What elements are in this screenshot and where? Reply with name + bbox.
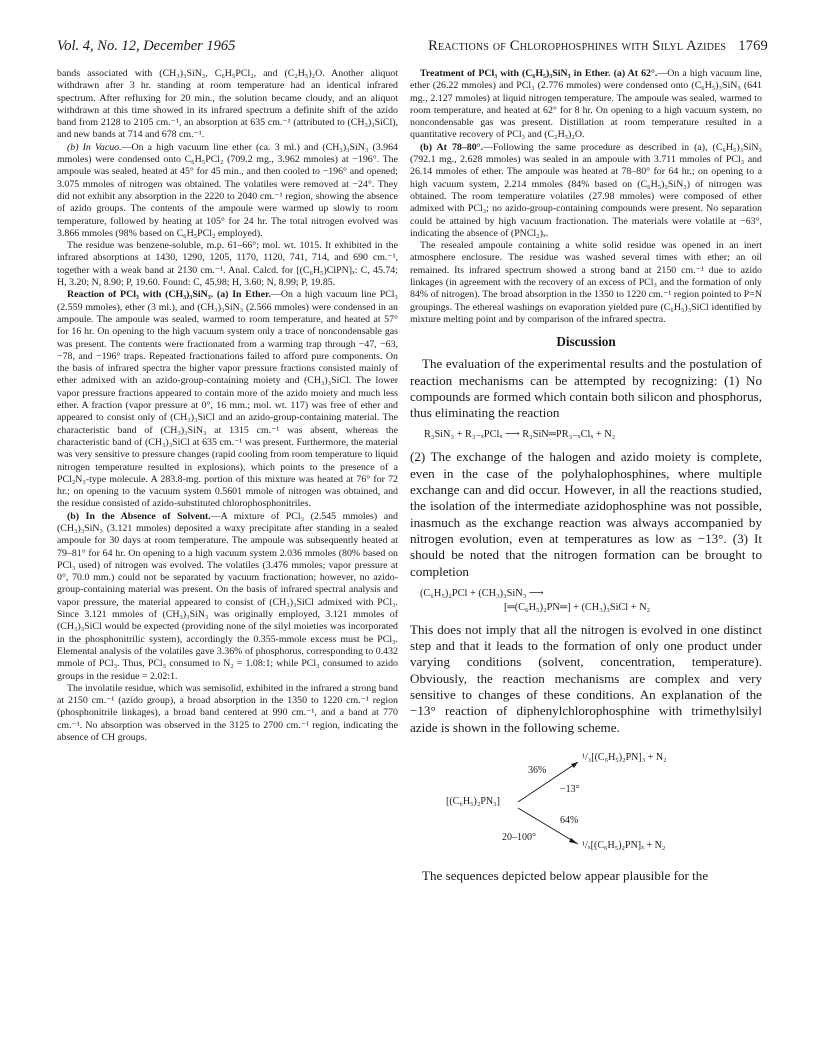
scheme-upper-temperature: −13° [560,783,580,795]
running-title-block [428,38,768,55]
scheme-reactant: [(C₆H₅)₂PN₃] [446,795,500,807]
right-column [410,68,762,884]
paragraph: (b) In Vacuo.—On a high vacuum line ether (ca. 3 ml.) and (CH₃)₃SiN₃ (3.964 mmoles) were condensed onto C₆H₅PCl₂ (709.2 mg., 3.962 mmoles) at −196°. The ampoule was sealed, heated at 45° for 45 min., and then cooled to −196° and opened; 3.075 mmoles of nitrogen was obtained. The volatiles were removed at −24°. They did not exhibit any absorption in the 2220 to 2040 cm.⁻¹ region, showing the absence of azido groups. The contents of the ampoule were warmed up slowly to room temperature, followed by heating at 105° for 24 hr. The total nitrogen evolved was 3.866 mmoles (98% based on C₆H₅PCl₂ employed). [57,141,398,239]
scheme-lower-product: ¹/ₓ[(C₆H₅)₂PN]ₓ + N₂ [582,839,666,851]
paragraph: The involatile residue, which was semisolid, exhibited in the infrared a strong band at 2150 cm.⁻¹ (azido group), a broad absorption in the 1350 to 1220 cm.⁻¹ region (phosphonitrile linkages), a broad band centered at 990 cm.⁻¹, and a band at 770 cm.⁻¹. No absorption was observed in the 3125 to 2700 cm.⁻¹ region, indicating the absence of CH groups. [57,682,398,744]
equation-line: (C₆H₅)₂PCl + (CH₃)₃SiN₃ ⟶ [420,587,544,599]
running-title: Reactions of Chlorophosphines with Silyl Azides [428,38,727,54]
upper-arrow-head [571,762,578,768]
paragraph: The resealed ampoule containing a white solid residue was opened in an inert atmosphere enclosure. The residue was washed several times with ether; an oil remained. Its infrared spectrum showed a strong band at 2150 cm.⁻¹ due to azido linkages (in agreement with the recovery of an excess of PCl₃ and the formation of only 84% of nitrogen). The broad absorption in the 1350 to 1220 cm.⁻¹ region pointed to P=N groupings. The ethereal washings on evaporation yielded pure (C₆H₅)₃SiCl identified by mixture melting point and by comparison of the infrared spectra. [410,240,762,325]
page-header [57,38,768,58]
subsection-heading: (b) At 78–80°. [420,141,484,153]
paragraph: This does not imply that all the nitrogen is evolved in one distinct step and that it leads to the formation of only one product under varying conditions (solvent, concentration, temperature). Obviously, the reaction mechanisms are complex and very sensitive to changes of these conditions. An explanation of the −13° reaction of diphenylchlorophosphine with trimethylsilyl azide is shown in the following scheme. [410,621,762,735]
discussion-block [410,356,762,884]
paragraph: The evaluation of the experimental results and the postulation of reaction mechanisms can be attempted by recognizing: (1) No compounds are formed which contain both silicon and phosphorus, thus eliminating the reaction [410,356,762,421]
paragraph: bands associated with (CH₃)₃SiN₃, C₆H₅PCl₂, and (C₂H₅)₂O. Another aliquot withdrawn after 3 hr. standing at room temperature had an identical infrared spectrum. After refluxing for 20 min., the solution became cloudy, and an aliquot withdrawn at this time showed in its infrared spectrum a definite shift of the azido band from 2128 to 2105 cm.⁻¹, an absorption at 635 cm.⁻¹ (attributed to (CH₃)₃SiCl), and new bands at 714 and 678 cm.⁻¹. [57,68,398,141]
upper-arrow-line [518,762,578,802]
paragraph: Treatment of PCl₃ with (C₆H₅)₃SiN₃ in Ether. (a) At 62°.—On a high vacuum line, ether (26.22 mmoles) and PCl₃ (2.776 mmoles) were condensed onto (C₆H₅)₃SiN₃ (641 mg., 2.127 mmoles) at liquid nitrogen temperature. The ampoule was sealed, warmed to room temperature, and heated at 62° for 8 hr. On opening to a high vacuum system, no noncondensable gas was present. Distillation at room temperature resulted in a quantitative recovery of PCl₃ and (C₂H₅)₂O. [410,68,762,141]
subsection-heading: (b) In the Absence of Solvent. [67,510,211,522]
scheme-lower-percent: 64% [560,814,579,826]
paragraph: The sequences depicted below appear plausible for the [422,867,709,883]
left-column [57,68,398,744]
subsection-heading: (b) In Vacuo. [67,141,122,153]
section-heading: Reaction of PCl₃ with (CH₃)₃SiN₃. (a) In Ether. [67,289,271,301]
paragraph: Reaction of PCl₃ with (CH₃)₃SiN₃. (a) In Ether.—On a high vacuum line PCl₃ (2.559 mmoles), ether (3 ml.), and (CH₃)₃SiN₃ (2.566 mmoles) were condensed in an ampoule. The ampoule was sealed, warmed to room temperature, and heated at 57° for 16 hr. On opening to the high vacuum system only a trace of noncondensable gas was present. The contents were fractionated from a warming trap through −47, −63, −78, and −196° traps. Repeated fractionations failed to afford pure components. On the basis of infrared spectra the higher vapor pressure fractions consisted mainly of ether admixed with an azido-group-containing moiety and (CH₃)₃SiCl. The lower vapor pressure fractions appeared to contain more of the azido moiety and much less ether. A fraction (vapor pressure at 0°, 16 mm.; mol. wt. 117) was free of ether and appeared to consist only of (CH₃)₃SiCl and an azido-group-containing material. The characteristic band of (CH₃)₃SiN₃ at 1315 cm.⁻¹ was absent, whereas the characteristic band of (CH₃)₃SiCl at 635 cm.⁻¹ was present. Furthermore, the material was very sensitive to pressure changes (rapid cooling from room temperature to liquid nitrogen temperature resulted in explosions), which points to the presence of a PCl₂N₃-type molecule. A 283.8-mg. portion of this mixture was heated at 76° for 72 hr.; on opening to the vacuum system 0.5601 mmole of nitrogen was obtained, and the residue consisted of azido-substituted chlorophosphonitriles. [57,289,398,510]
journal-issue: Vol. 4, No. 12, December 1965 [57,38,236,54]
paragraph: (b) At 78–80°.—Following the same procedure as described in (a), (C₆H₅)₃SiN₃ (792.1 mg., 2.628 mmoles) was sealed in an ampoule with 3.711 mmoles of PCl₃ and 26.14 mmoles of ether. The ampoule was heated at 78–80° for 64 hr.; on opening to a high vacuum system, 2.214 mmoles (84% based on (C₆H₅)₃SiN₃) of nitrogen was obtained. The room temperature volatiles (27.98 mmoles) were composed of ether admixed with PCl₃; no azido-group-containing compounds were present. No separation could be attained by high vacuum fractionation. The materials were volatile at −63°, indicating the absence of (PNCl₂)ₓ. [410,141,762,239]
scheme-lower-temperature: 20–100° [502,831,536,843]
reaction-scheme [410,740,762,864]
experimental-block [410,68,762,326]
paragraph: (2) The exchange of the halogen and azido moiety is complete, even in the case of the polyhalophosphines, where multiple exchange can and did occur. However, in all the reactions studied, the isolation of the intermediate azidophosphine was not possible, inasmuch as the exchange reaction was always accompanied by nitrogen evolution, even at temperatures as low as −13°. (3) It should be noted that the nitrogen formation can be brought to completion [410,449,762,579]
scheme-upper-product: ¹/₃[(C₆H₅)₂PN]₃ + N₂ [582,751,667,763]
discussion-heading: Discussion [556,334,616,350]
page-number: 1769 [738,38,768,54]
paragraph: (b) In the Absence of Solvent.—A mixture of PCl₃ (2.545 mmoles) and (CH₃)₃SiN₃ (3.121 mmoles) deposited a waxy precipitate after standing in a sealed ampoule for 30 days at room temperature. The ampoule was subsequently heated at 79–81° for 64 hr. On opening to a high vacuum system 2.036 mmoles (80% based on PCl₃ used) of nitrogen was evolved. The volatiles (3.476 mmoles; vapor pressure at 0°, 70.0 mm.) could not be separated by vacuum fractionation; however, no azido-group-containing material was present. On the basis of infrared spectral analysis and vapor pressure, the material appeared to consist of (CH₃)₃SiCl admixed with PCl₃. Since 3.121 mmoles of (CH₃)₃SiN₃ was originally employed, 3.121 mmoles of (CH₃)₃SiCl would be expected (providing none of the silyl moieties was incorporated in the phosphonitrilic system), accordingly the 0.355-mmole excess must be PCl₃. Elemental analysis of the volatiles gave 3.36% of phosphorus, corresponding to 0.432 mmole of PCl₃. Thus, PCl₃ consumed to N₂ = 1.08:1; while PCl₃ consumed to azido groups in the residue = 2.02:1. [57,510,398,682]
equation-line: [═(C₆H₅)₂PN═] + (CH₃)₃SiCl + N₂ [504,601,651,613]
equation: R₃SiN₃ + R₃₋ₓPClₓ ⟶ R₃SiN═PR₃₋ₓClₓ + N₂ [424,429,616,441]
section-heading: Treatment of PCl₃ with (C₆H₅)₃SiN₃ in Ether. (a) At 62°. [420,68,658,79]
equation [410,587,762,615]
scheme-upper-percent: 36% [528,764,547,776]
paragraph: The residue was benzene-soluble, m.p. 61–66°; mol. wt. 1015. It exhibited in the infrared absorptions at 1430, 1290, 1205, 1170, 1120, 741, 714, and 690 cm.⁻¹, together with a weak band at 2130 cm.⁻¹. Anal. Calcd. for [(C₆H₅)ClPN]ₓ: C, 45.74; H, 3.20; N, 8.90; P, 19.60. Found: C, 45.98; H, 3.60; N, 8.99; P, 19.85. [57,240,398,289]
